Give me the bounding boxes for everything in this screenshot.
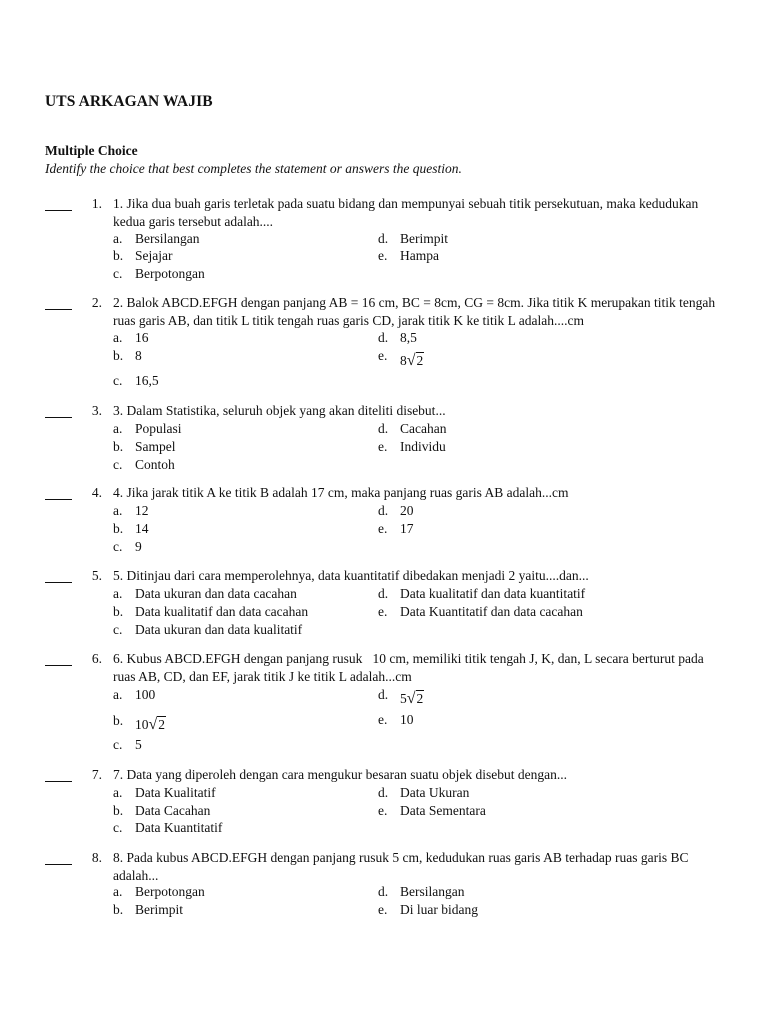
choice-letter: a. bbox=[113, 330, 123, 345]
choice-letter: b. bbox=[113, 248, 124, 263]
choice-text: Data Ukuran bbox=[400, 785, 470, 800]
choice-text: 16 bbox=[135, 330, 149, 345]
square-root-expression bbox=[135, 716, 166, 734]
choice-letter: a. bbox=[113, 785, 123, 800]
choice-text: Sampel bbox=[135, 439, 176, 454]
choice-math bbox=[135, 716, 166, 734]
square-root-icon: √ bbox=[406, 690, 416, 707]
choice-letter: d. bbox=[378, 421, 389, 436]
question-number: 8. bbox=[91, 850, 102, 865]
choice-letter: a. bbox=[113, 586, 123, 601]
choice-letter: c. bbox=[113, 737, 123, 752]
choice-math bbox=[400, 690, 424, 708]
choice-letter: b. bbox=[113, 521, 124, 536]
choice-letter: b. bbox=[113, 604, 124, 619]
answer-blank[interactable] bbox=[45, 665, 72, 666]
answer-blank[interactable] bbox=[45, 210, 72, 211]
choice-text: 5 bbox=[135, 737, 142, 752]
answer-blank[interactable] bbox=[45, 499, 72, 500]
page-title: UTS ARKAGAN WAJIB bbox=[45, 93, 213, 110]
choice-text: 100 bbox=[135, 687, 156, 702]
question-stem: 8. Pada kubus ABCD.EFGH dengan panjang rusuk 5 cm, kedudukan ruas garis AB terhadap ruas garis BC adalah... bbox=[113, 850, 689, 883]
choice-text: 10 bbox=[400, 712, 414, 727]
choice-text: 8 bbox=[135, 348, 142, 363]
choice-text: 9 bbox=[135, 539, 142, 554]
choice-text: Berimpit bbox=[400, 231, 448, 246]
question-stem: 7. Data yang diperoleh dengan cara mengukur besaran suatu objek disebut dengan... bbox=[113, 767, 567, 782]
choice-letter: a. bbox=[113, 421, 123, 436]
choice-text: Data ukuran dan data kualitatif bbox=[135, 622, 303, 637]
sqrt-radicand: 2 bbox=[158, 717, 166, 732]
question-stem: 1. Jika dua buah garis terletak pada suatu bidang dan mempunyai sebuah titik persekutuan, maka kedudukan kedua garis tersebut adalah.... bbox=[113, 196, 699, 229]
choice-text: Cacahan bbox=[400, 421, 447, 436]
choice-text: Hampa bbox=[400, 248, 439, 263]
choice-letter: b. bbox=[113, 348, 124, 363]
choice-text: Individu bbox=[400, 439, 446, 454]
choice-text: Data Cacahan bbox=[135, 803, 211, 818]
choice-text: Sejajar bbox=[135, 248, 173, 263]
choice-text: Di luar bidang bbox=[400, 902, 478, 917]
answer-blank[interactable] bbox=[45, 582, 72, 583]
choice-text: Berpotongan bbox=[135, 884, 205, 899]
choice-text: 17 bbox=[400, 521, 414, 536]
choice-text: Bersilangan bbox=[135, 231, 200, 246]
question-number: 6. bbox=[91, 651, 102, 666]
choice-letter: e. bbox=[378, 521, 388, 536]
choice-text: 8,5 bbox=[400, 330, 417, 345]
choice-letter: a. bbox=[113, 231, 123, 246]
choice-letter: a. bbox=[113, 687, 123, 702]
choice-text: Data kualitatif dan data cacahan bbox=[135, 604, 309, 619]
sqrt-radicand: 2 bbox=[416, 691, 424, 706]
choice-text: 16,5 bbox=[135, 373, 159, 388]
choice-letter: b. bbox=[113, 713, 124, 728]
choice-letter: d. bbox=[378, 785, 389, 800]
sqrt-coefficient: 8 bbox=[400, 353, 407, 368]
question-number: 7. bbox=[91, 767, 102, 782]
question-number: 3. bbox=[91, 403, 102, 418]
question-number: 4. bbox=[91, 485, 102, 500]
answer-blank[interactable] bbox=[45, 309, 72, 310]
sqrt-coefficient: 5 bbox=[400, 691, 407, 706]
question-stem: 3. Dalam Statistika, seluruh objek yang akan diteliti disebut... bbox=[113, 403, 446, 418]
question-stem: 6. Kubus ABCD.EFGH dengan panjang rusuk 10 cm, memiliki titik tengah J, K, dan, L secara berturut pada ruas AB, CD, dan EF, jarak titik J ke titik L adalah...cm bbox=[113, 651, 708, 684]
choice-letter: d. bbox=[378, 330, 389, 345]
choice-letter: b. bbox=[113, 902, 124, 917]
choice-text: Data Sementara bbox=[400, 803, 486, 818]
choice-letter: c. bbox=[113, 539, 123, 554]
choice-text: Bersilangan bbox=[400, 884, 465, 899]
choice-letter: d. bbox=[378, 503, 389, 518]
square-root-icon: √ bbox=[148, 716, 158, 733]
square-root-expression bbox=[400, 352, 424, 370]
choice-text: Berimpit bbox=[135, 902, 183, 917]
instructions: Identify the choice that best completes the statement or answers the question. bbox=[45, 161, 462, 176]
choice-letter: e. bbox=[378, 902, 388, 917]
choice-text: 14 bbox=[135, 521, 149, 536]
choice-letter: e. bbox=[378, 712, 388, 727]
choice-math bbox=[400, 352, 424, 370]
choice-text: Data Kuantitatif dan data cacahan bbox=[400, 604, 583, 619]
choice-letter: a. bbox=[113, 884, 123, 899]
choice-text: Berpotongan bbox=[135, 266, 205, 281]
choice-letter: e. bbox=[378, 803, 388, 818]
choice-letter: b. bbox=[113, 439, 124, 454]
sqrt-radicand: 2 bbox=[416, 353, 424, 368]
choice-letter: c. bbox=[113, 373, 123, 388]
choice-letter: c. bbox=[113, 266, 123, 281]
choice-text: Populasi bbox=[135, 421, 182, 436]
square-root-expression bbox=[400, 690, 424, 708]
choice-text: Data ukuran dan data cacahan bbox=[135, 586, 297, 601]
choice-text: Data kualitatif dan data kuantitatif bbox=[400, 586, 586, 601]
choice-letter: e. bbox=[378, 348, 388, 363]
choice-text: 12 bbox=[135, 503, 149, 518]
choice-letter: d. bbox=[378, 687, 389, 702]
sqrt-coefficient: 10 bbox=[135, 717, 149, 732]
question-stem: 2. Balok ABCD.EFGH dengan panjang AB = 16 cm, BC = 8cm, CG = 8cm. Jika titik K merupakan titik tengah ruas garis AB, dan titik L titik tengah ruas garis CD, jarak titik K ke titik L adalah....cm bbox=[113, 295, 716, 328]
choice-letter: e. bbox=[378, 439, 388, 454]
choice-text: Data Kuantitatif bbox=[135, 820, 223, 835]
choice-letter: d. bbox=[378, 884, 389, 899]
section-heading: Multiple Choice bbox=[45, 143, 138, 158]
choice-letter: b. bbox=[113, 803, 124, 818]
square-root-icon: √ bbox=[406, 352, 416, 369]
question-number: 2. bbox=[91, 295, 102, 310]
choice-letter: a. bbox=[113, 503, 123, 518]
answer-blank[interactable] bbox=[45, 864, 72, 865]
choice-text: Contoh bbox=[135, 457, 175, 472]
choice-letter: c. bbox=[113, 820, 123, 835]
question-stem: 5. Ditinjau dari cara memperolehnya, data kuantitatif dibedakan menjadi 2 yaitu....dan... bbox=[113, 568, 589, 583]
question-number: 5. bbox=[91, 568, 102, 583]
choice-letter: c. bbox=[113, 457, 123, 472]
question-number: 1. bbox=[91, 196, 102, 211]
choice-letter: c. bbox=[113, 622, 123, 637]
choice-letter: d. bbox=[378, 586, 389, 601]
choice-text: Data Kualitatif bbox=[135, 785, 216, 800]
choice-text: 20 bbox=[400, 503, 414, 518]
choice-letter: e. bbox=[378, 604, 388, 619]
choice-letter: d. bbox=[378, 231, 389, 246]
choice-letter: e. bbox=[378, 248, 388, 263]
question-stem: 4. Jika jarak titik A ke titik B adalah 17 cm, maka panjang ruas garis AB adalah...cm bbox=[113, 485, 569, 500]
answer-blank[interactable] bbox=[45, 417, 72, 418]
answer-blank[interactable] bbox=[45, 781, 72, 782]
